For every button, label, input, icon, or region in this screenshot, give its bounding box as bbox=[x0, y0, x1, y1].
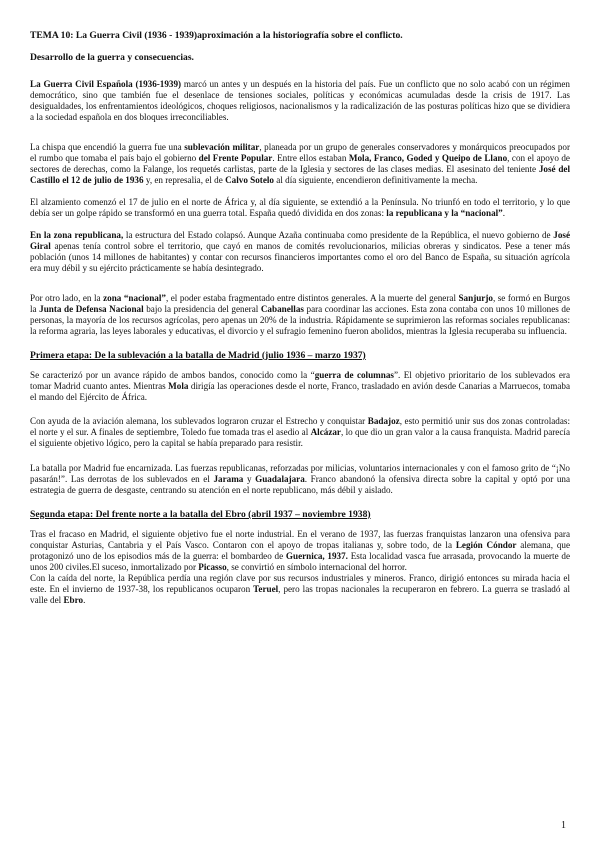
text-run: Tras el fracaso en Madrid, el siguiente objetivo fue el norte industrial. En el verano de 1937, las fuerzas franquistas lanzaron una ofensiva para conquistar Asturias, Cantabria y el País Vasco. Contaron con el apoyo de tropas italianas y, sobre todo, de la bbox=[30, 528, 570, 550]
text-run: , con el apoyo de sectores de derechas, como la Falange, los requetés carlistas, parte de la Iglesia y sectores de las clases medias. El asesinato del teniente bbox=[30, 152, 570, 174]
paragraph bbox=[30, 79, 570, 123]
bold-text: la republicana y la “nacional” bbox=[386, 208, 503, 219]
text-run: , planeada por un grupo de generales conservadores y monárquicos preocupados por el rumbo que tomaba el país bajo el gobierno bbox=[30, 141, 570, 163]
bold-text: Ebro bbox=[63, 595, 84, 606]
bold-text: Picasso bbox=[198, 562, 227, 573]
text-run: Primera etapa: De la sublevación a la batalla de Madrid (julio 1936 – marzo 1937) bbox=[30, 349, 366, 361]
bold-text: Alcázar bbox=[310, 427, 341, 438]
bold-text: zona “nacional” bbox=[103, 292, 166, 303]
text-run: y bbox=[243, 473, 256, 484]
bold-text: Calvo Sotelo bbox=[225, 174, 274, 185]
text-run: Se caracterizó por un avance rápido de ambos bandos, conocido como la “ bbox=[30, 369, 315, 380]
text-run: Con la caída del norte, la República perdía una región clave por sus recursos industriales y mineros. Franco, dirigió entonces su mirada hacia el este. En el invierno de 1937-38, los republicanos ocuparon bbox=[30, 573, 570, 595]
page-number: 1 bbox=[561, 820, 566, 831]
paragraph bbox=[30, 230, 570, 274]
text-run: Con ayuda de la aviación alemana, los sublevados lograron cruzar el Estrecho y conquistar bbox=[30, 416, 368, 427]
text-run: dirigía las operaciones desde el norte, Franco, trasladado en avión desde Canarias a Marruecos, tomaba el mando del Ejército de África. bbox=[30, 381, 570, 403]
paragraph bbox=[30, 529, 570, 573]
text-run: El alzamiento comenzó el 17 de julio en el norte de África y, al día siguiente, se extendió a la Península. No triunfó en todo el territorio, y lo que debía ser un golpe rápido se transformó en una guerra total. España quedó dividida en dos zonas: bbox=[30, 196, 570, 219]
section-subtitle: Desarrollo de la guerra y consecuencias. bbox=[30, 52, 194, 64]
text-run: , se formó en Burgos la bbox=[30, 292, 570, 314]
text-run: . bbox=[502, 208, 506, 219]
text-run: , se convirtió en símbolo internacional del horror. bbox=[226, 562, 407, 573]
bold-text: guerra de columnas bbox=[314, 369, 394, 380]
text-run: La chispa que encendió la guerra fue una bbox=[30, 141, 185, 152]
section-heading bbox=[30, 350, 570, 361]
text-run: . Entre ellos estaban bbox=[272, 152, 349, 163]
paragraph bbox=[30, 370, 570, 403]
bold-text: del Frente Popular bbox=[198, 152, 273, 163]
bold-text: Mola bbox=[168, 381, 189, 392]
text-run: apenas tenía control sobre el territorio, que cayó en manos de comités revolucionarios, milicias obreras y sindicatos. Pese a tener más población (unos 14 millones de habitantes) y contar con recursos financieros importantes como el oro del Banco de España, su situación agrícola era muy débil y su ejército prácticamente se había desintegrado. bbox=[30, 241, 570, 274]
bold-text: Guernica, 1937. bbox=[285, 551, 348, 562]
bold-text: Sanjurjo bbox=[458, 292, 493, 303]
paragraph bbox=[30, 416, 570, 449]
text-run: Esta localidad vasca fue arrasada, provocando la muerte de unos 200 civiles.El suceso, inmortalizado por bbox=[30, 551, 570, 573]
bold-text: En la zona republicana, bbox=[30, 230, 124, 241]
text-run: . Franco abandonó la ofensiva directa sobre la capital y optó por una estrategia de guerra de desgaste, centrando su atención en el norte republicano, más débil y aislado. bbox=[30, 473, 570, 495]
text-run: la estructura del Estado colapsó. Aunque Azaña continuaba como presidente de la República, el nuevo gobierno de bbox=[123, 230, 554, 241]
document-title: TEMA 10: La Guerra Civil (1936 - 1939)aproximación a la historiografía sobre el conflicto. bbox=[30, 30, 403, 41]
text-run: , pero las tropas nacionales la recuperaron en febrero. La guerra se trasladó al valle del bbox=[30, 584, 570, 606]
text-run: al día siguiente, encendieron definitivamente la mecha. bbox=[273, 174, 478, 185]
bold-text: Guadalajara bbox=[255, 473, 305, 484]
text-run: . bbox=[83, 595, 86, 606]
paragraph bbox=[30, 197, 570, 219]
text-run: , el poder estaba fragmentado entre distintos generales. A la muerte del general bbox=[165, 292, 459, 303]
paragraph bbox=[30, 293, 570, 337]
bold-text: Badajoz bbox=[367, 416, 400, 427]
text-run: y, en represalia, el de bbox=[143, 174, 226, 185]
bold-text: Teruel bbox=[253, 584, 279, 595]
text-run: La batalla por Madrid fue encarnizada. Las fuerzas republicanas, reforzadas por milicias, voluntarios internacionales y con el famoso grito de “¡No pasarán!”. Las derrotas de los sublevados en el bbox=[30, 462, 570, 484]
bold-text: Mola, Franco, Goded y Queipo de Llano bbox=[348, 152, 508, 163]
text-run: ”. El objetivo prioritario de los sublevados era tomar Madrid cuanto antes. Mientras bbox=[30, 369, 570, 392]
paragraph bbox=[30, 573, 570, 606]
text-run: bajo la presidencia del general bbox=[143, 303, 261, 314]
text-run: , lo que dio un gran valor a la causa franquista. Madrid parecía el siguiente objetivo lógico, pero la capital se había preparado para resistir. bbox=[30, 427, 570, 449]
text-run: , esto permitió unir sus dos zonas controladas: el norte y el sur. A finales de septiembre, Toledo fue tomada tras el asedio al bbox=[30, 416, 570, 438]
bold-text: Jarama bbox=[213, 473, 244, 484]
bold-text: Cabanellas bbox=[260, 303, 304, 314]
paragraph bbox=[30, 463, 570, 496]
bold-text: José del Castillo el 12 de julio de 1936 bbox=[30, 163, 570, 185]
section-heading bbox=[30, 509, 570, 520]
paragraph bbox=[30, 142, 570, 186]
text-run: para coordinar las acciones. Esta zona contaba con unos 10 millones de personas, la mayoría de los recursos agrícolas, pero apenas un 20% de la industria. Rápidamente se suprimieron las reformas sociales republicanas: la reforma agraria, las leyes laborales y educativas, el divorcio y el sufragio femenino fueron abolidos, mientras la Iglesia recuperaba su influencia. bbox=[30, 303, 571, 336]
text-run: Por otro lado, en la bbox=[30, 292, 104, 303]
text-run: alemana, que protagonizó uno de los episodios más de la guerra: el bombardeo de bbox=[30, 540, 570, 562]
bold-text: Legión Cóndor bbox=[455, 540, 517, 550]
bold-text: La Guerra Civil Española (1936-1939) bbox=[30, 79, 182, 90]
bold-text: sublevación militar bbox=[184, 141, 260, 152]
bold-text: José Giral bbox=[30, 230, 570, 252]
bold-text: Junta de Defensa Nacional bbox=[39, 303, 144, 314]
text-run: Segunda etapa: Del frente norte a la batalla del Ebro (abril 1937 – noviembre 1938) bbox=[30, 508, 371, 520]
text-run: marcó un antes y un después en la historia del país. Fue un conflicto que no solo acabó con un régimen democrático, sino que también fue el desenlace de tensiones sociales, políticas y económicas acumuladas desde la crisis de 1917. Las desigualdades, los enfrentamientos ideológicos, choques religiosos, nacionalismos y la radicalización de las posturas políticas hizo que se dividiera a la sociedad española en dos bloques irreconciliables. bbox=[30, 79, 570, 123]
